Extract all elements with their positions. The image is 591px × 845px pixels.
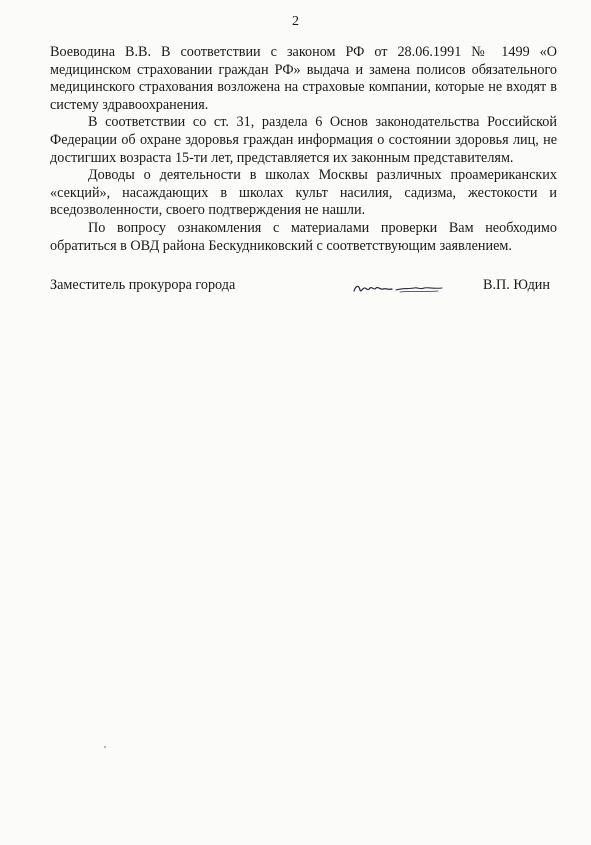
paragraph-school-sections: Доводы о деятельности в школах Москвы различных проамериканских «секций», насаждающих в школах культ насилия, садизма, жестокости и вседозволенности, своего подтверждения не нашли.: [50, 167, 557, 219]
page-number: 2: [292, 14, 299, 29]
signature-block: [50, 277, 550, 301]
scan-speck: [104, 746, 106, 748]
paragraph-review-materials: По вопросу ознакомления с материалами проверки Вам необходимо обратиться в ОВД района Бескудниковский с соответствующим заявлением.: [50, 219, 557, 254]
paragraph-health-info: В соответствии со ст. 31, раздела 6 Основ законодательства Российской Федерации об охране здоровья граждан информация о состоянии здоровья лиц, не достигших возраста 15-ти лет, представляется их законным представителям.: [50, 114, 557, 166]
handwritten-signature: [350, 279, 445, 297]
signer-name: В.П. Юдин: [483, 277, 550, 293]
paragraph-insurance: Воеводина В.В. В соответствии с законом РФ от 28.06.1991 № 1499 «О медицинском страховании граждан РФ» выдача и замена полисов обязательного медицинского страхования возложена на страховые компании, которые не входят в систему здравоохранения.: [50, 44, 557, 113]
signer-title: Заместитель прокурора города: [50, 277, 236, 293]
letter-body: [50, 44, 557, 255]
